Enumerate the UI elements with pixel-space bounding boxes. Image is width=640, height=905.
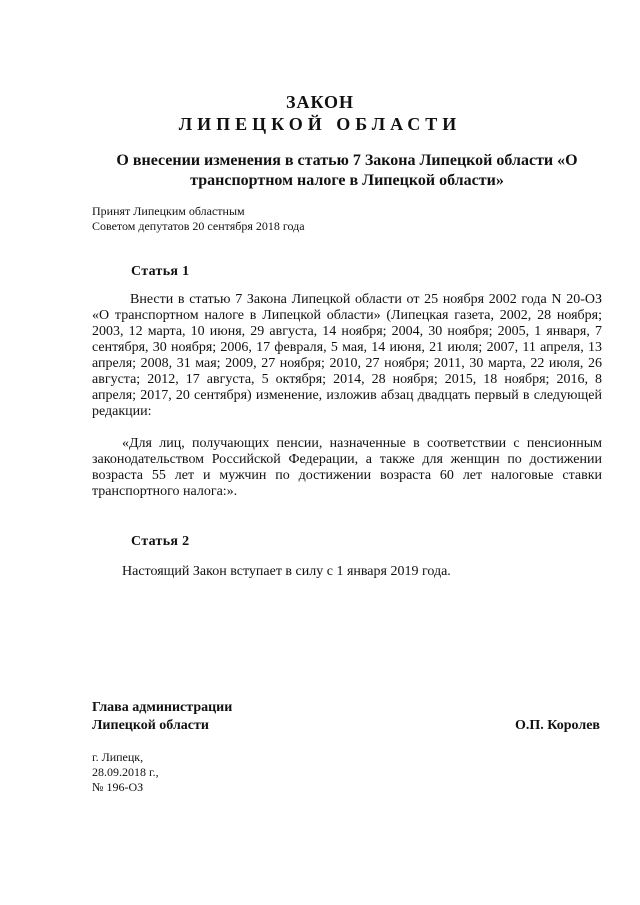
article-1-paragraph-1: Внести в статью 7 Закона Липецкой области от 25 ноября 2002 года N 20-ОЗ «О транспортном налоге в Липецкой области» (Липецкая газета, 2002, 28 ноября; 2003, 12 марта, 10 июня, 29 августа, 14 ноября; 2004, 30 ноября; 2005, 1 января, 7 сентября, 30 ноября; 2006, 17 февраля, 5 мая, 14 июня, 21 июля; 2007, 11 апреля, 13 апреля; 2008, 31 мая; 2009, 27 ноября; 2010, 27 ноября; 2011, 30 марта, 22 июля, 26 августа; 2012, 17 августа, 5 октября; 2014, 28 ноября; 2015, 18 ноября; 2016, 8 апреля; 2017, 20 сентября) изменение, изложив абзац двадцать первый в следующей редакции: [92, 292, 602, 419]
article-2-paragraph-1: Настоящий Закон вступает в силу с 1 января 2019 года. [122, 564, 451, 579]
law-subtitle: О внесении изменения в статью 7 Закона Липецкой области «О транспортном налоге в Липецкой области» [116, 152, 578, 189]
footer-number: № 196-ОЗ [92, 780, 144, 794]
document-type-heading: ЗАКОН [285, 92, 355, 112]
signer-name: О.П. Королев [515, 718, 600, 733]
footer-city: г. Липецк, [92, 750, 144, 764]
signer-title-line-2: Липецкой области [92, 718, 209, 733]
adoption-note [92, 204, 305, 234]
article-1-heading: Статья 1 [131, 264, 190, 279]
adoption-line-1: Принят Липецким областным [92, 204, 245, 218]
footer-date: 28.09.2018 г., [92, 765, 159, 779]
document-footer [92, 750, 159, 795]
region-heading: ЛИПЕЦКОЙ ОБЛАСТИ [178, 114, 462, 134]
signer-title [92, 699, 232, 735]
article-1-paragraph-2: «Для лиц, получающих пенсии, назначенные в соответствии с пенсионным законодательством Российской Федерации, а также для женщин по достижении возраста 55 лет и мужчин по достижении возраста 60 лет налоговые ставки транспортного налога:». [92, 436, 602, 499]
adoption-line-2: Советом депутатов 20 сентября 2018 года [92, 219, 305, 233]
signer-title-line-1: Глава администрации [92, 700, 233, 715]
article-2-heading: Статья 2 [131, 534, 190, 549]
